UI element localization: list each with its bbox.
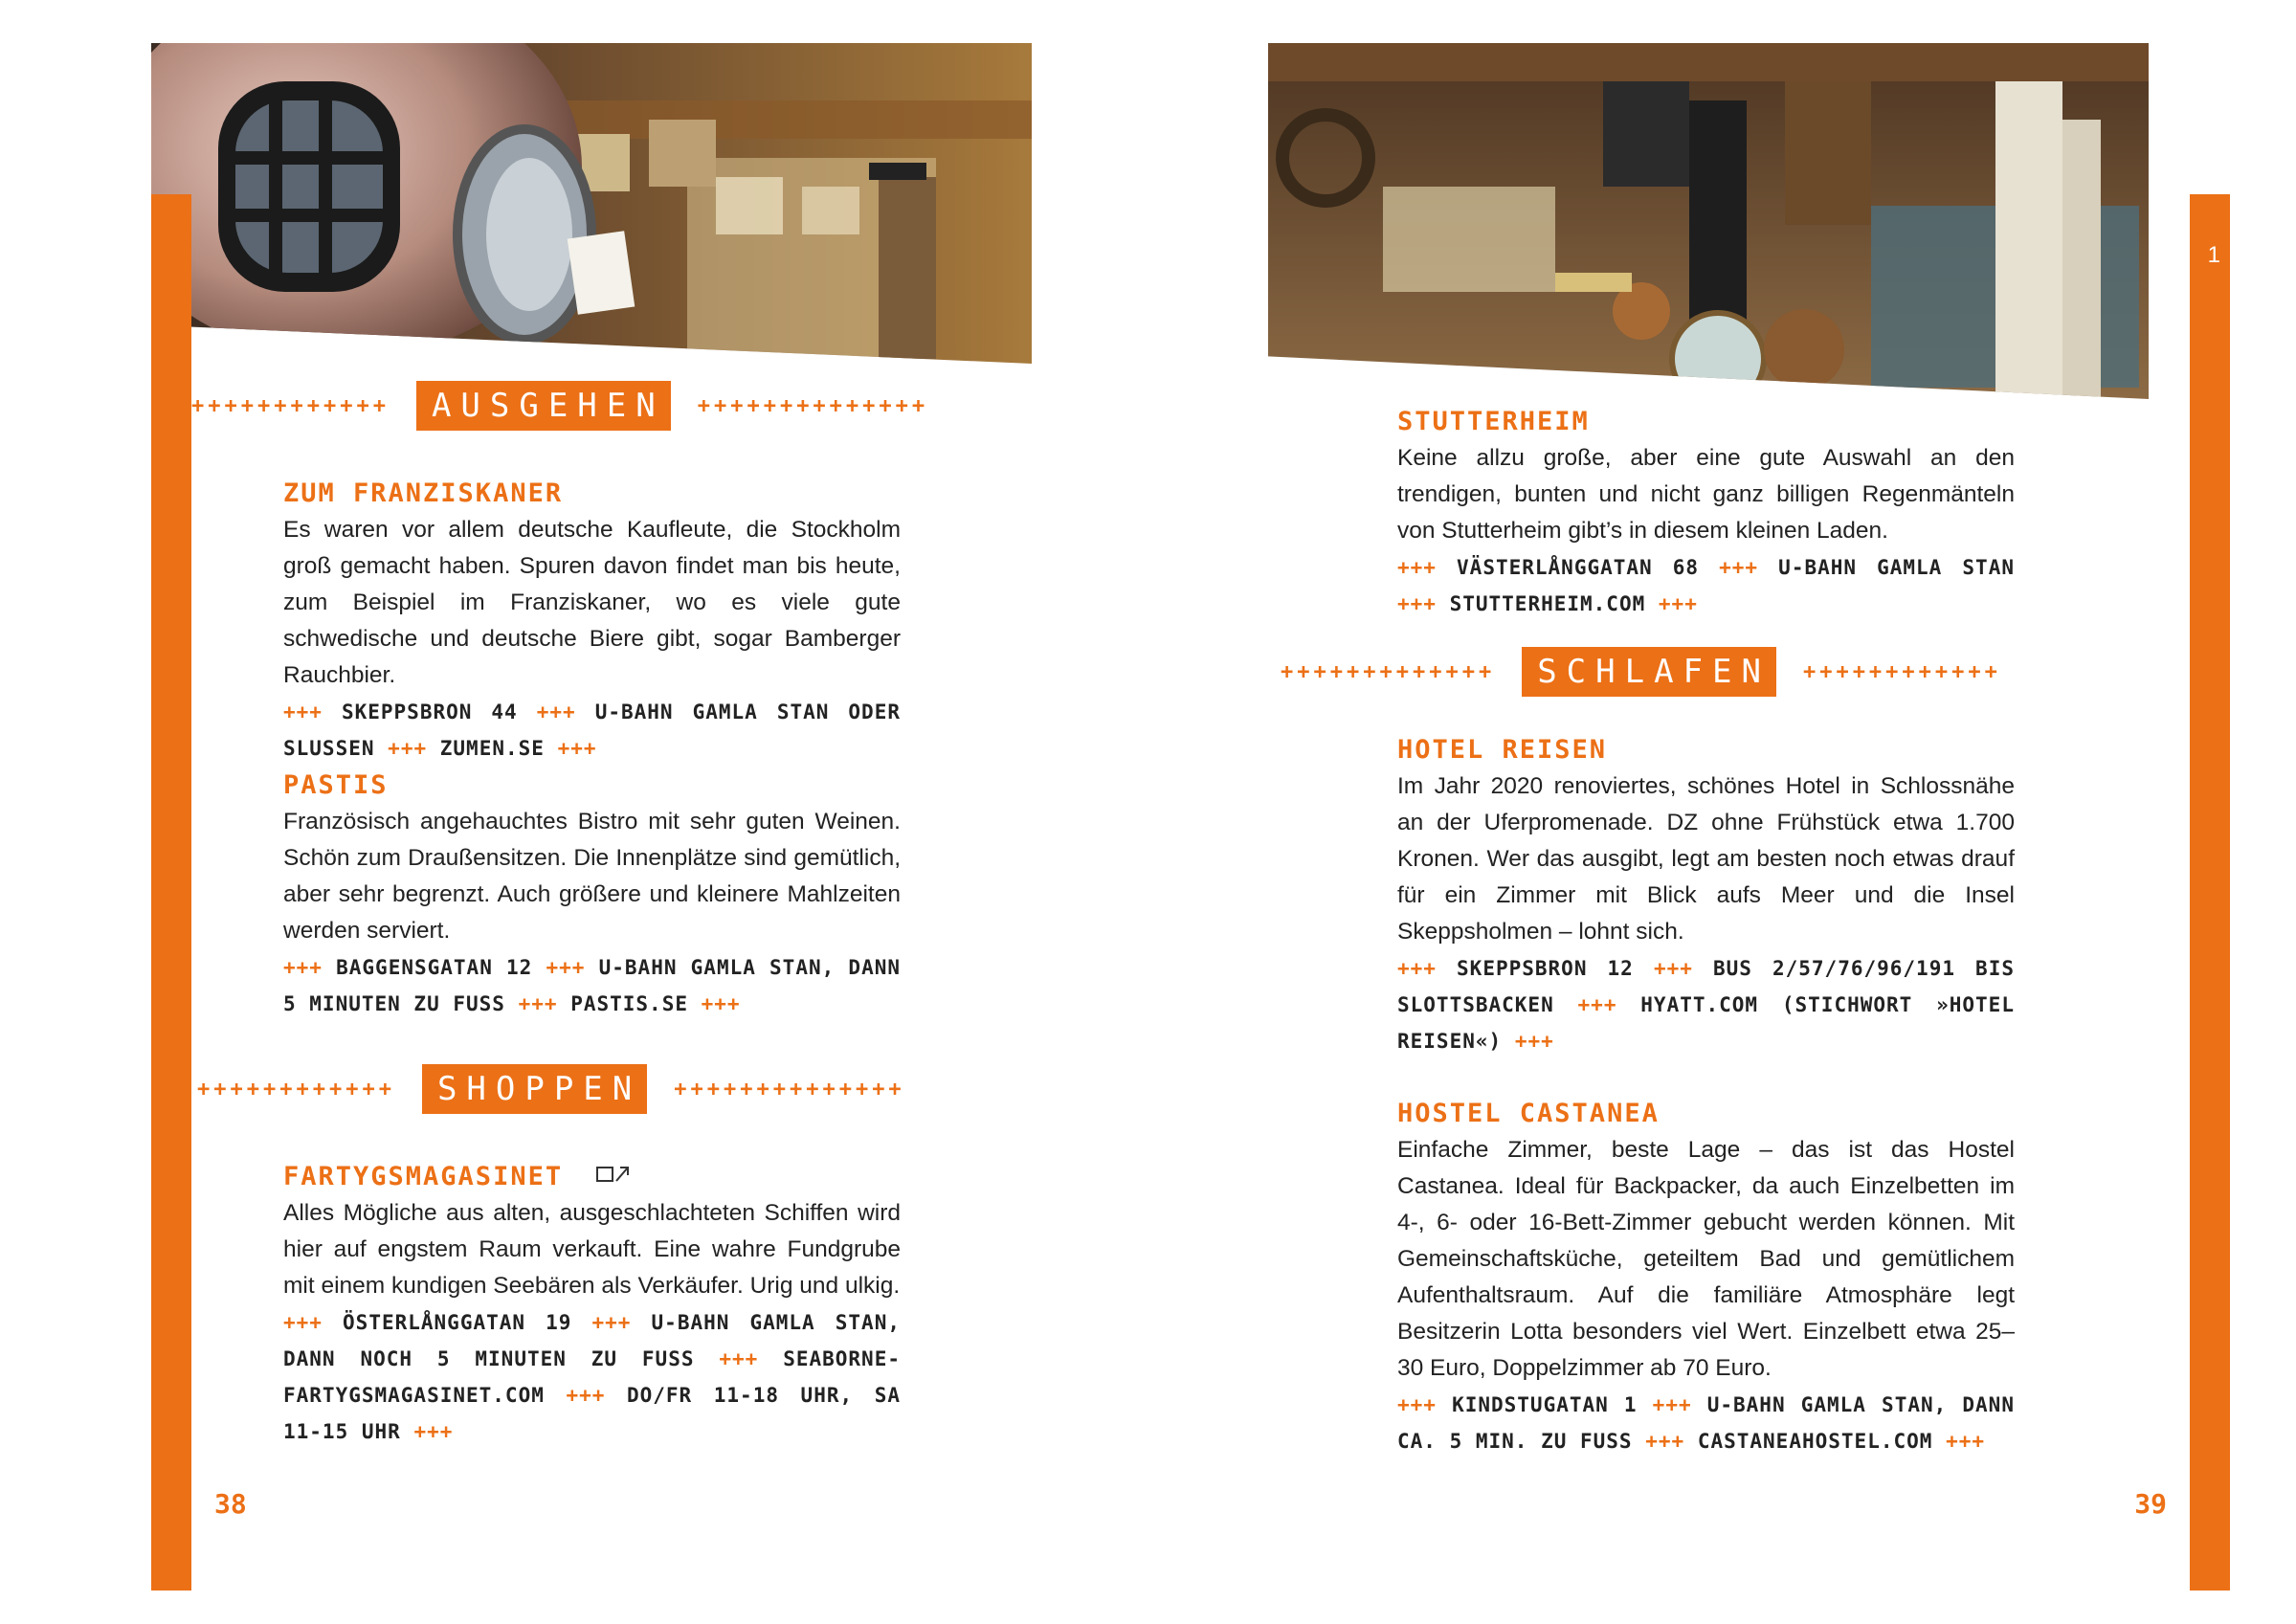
entry-info bbox=[1397, 1387, 2015, 1459]
plus-decoration: ++++++++++++++ bbox=[674, 1077, 905, 1101]
info-item: KINDSTUGATAN 1 bbox=[1452, 1393, 1638, 1416]
info-separator: +++ bbox=[1658, 592, 1698, 615]
info-separator: +++ bbox=[388, 737, 428, 760]
info-separator: +++ bbox=[1719, 556, 1759, 579]
info-separator: +++ bbox=[1514, 1030, 1554, 1053]
info-item: HYATT.COM (STICHWORT »HOTEL REISEN«) bbox=[1397, 993, 2015, 1053]
info-item: CASTANEAHOSTEL.COM bbox=[1697, 1430, 1933, 1453]
info-separator: +++ bbox=[1397, 592, 1437, 615]
info-separator: +++ bbox=[1397, 1393, 1437, 1416]
entry-title: HOSTEL CASTANEA bbox=[1397, 1099, 1660, 1128]
entry-pastis bbox=[283, 768, 901, 1022]
entry-description: Alles Mögliche aus alten, ausgeschlachteten Schiffen wird hier auf engstem Raum verkauft. Eine wahre Fundgrube mit einem kundigen Seebären als Verkäufer. Urig und ulkig. bbox=[283, 1200, 901, 1299]
info-separator: +++ bbox=[546, 956, 586, 979]
left-page bbox=[151, 43, 1113, 1591]
section-divider-schlafen bbox=[1281, 644, 2001, 700]
entry-description: Im Jahr 2020 renoviertes, schönes Hotel in Schlossnähe an der Uferpromenade. DZ ohne Frühstück etwa 1.700 Kronen. Wer das ausgibt, legt am besten noch etwas drauf für ein Zimmer mit Blick aufs Meer und die Insel Skeppsholmen – lohnt sich. bbox=[1397, 773, 2015, 945]
info-separator: +++ bbox=[283, 956, 323, 979]
diving-helmet-photo bbox=[151, 43, 1032, 364]
entry-description: Französisch angehauchtes Bistro mit sehr guten Weinen. Schön zum Draußensitzen. Die Innenplätze sind gemütlich, aber sehr begrenzt. Auch größere und kleinere Mahlzeiten werden serviert. bbox=[283, 809, 901, 944]
entry-description: Einfache Zimmer, beste Lage – das ist das Hostel Castanea. Ideal für Backpacker, da auch Einzelbetten im 4-, 6- oder 16-Bett-Zimmer gebucht werden können. Mit Gemeinschaftsküche, geteiltem Bad und gemütlichem Aufenthaltsraum. Auf die familiäre Atmosphäre legt Besitzerin Lotta besonders viel Wert. Einzelbett etwa 25–30 Euro, Doppelzimmer ab 70 Euro. bbox=[1397, 1137, 2015, 1381]
plus-decoration: ++++++++++++++ bbox=[697, 393, 929, 418]
entry-zum-franziskaner bbox=[283, 476, 901, 767]
info-separator: +++ bbox=[518, 992, 558, 1015]
info-item: STUTTERHEIM.COM bbox=[1449, 592, 1646, 615]
plus-decoration: ++++++++++++ bbox=[1802, 659, 2001, 684]
entry-fartygsmagasinet bbox=[283, 1159, 901, 1450]
chapter-marker: 1 bbox=[2207, 242, 2220, 268]
info-separator: +++ bbox=[557, 737, 597, 760]
info-separator: +++ bbox=[283, 1311, 323, 1334]
entry-title: STUTTERHEIM bbox=[1397, 407, 1590, 436]
external-link-icon[interactable] bbox=[595, 1164, 634, 1190]
info-separator: +++ bbox=[566, 1384, 606, 1407]
info-item: DO/FR 11-18 UHR, SA 11-15 UHR bbox=[283, 1384, 901, 1443]
plus-decoration: ++++++++++++ bbox=[191, 393, 390, 418]
entry-info bbox=[283, 1304, 901, 1450]
entry-title: PASTIS bbox=[283, 770, 389, 800]
entry-hostel-castanea bbox=[1397, 1096, 2015, 1459]
info-item: U-BAHN GAMLA STAN, DANN NOCH 5 MINUTEN ZU FUSS bbox=[283, 1311, 901, 1370]
entry-stutterheim bbox=[1397, 404, 2015, 622]
info-separator: +++ bbox=[413, 1420, 454, 1443]
entry-title bbox=[283, 1159, 901, 1195]
info-item: U-BAHN GAMLA STAN bbox=[1778, 556, 2015, 579]
entry-info bbox=[283, 694, 901, 767]
entry-title-text: FARTYGSMAGASINET bbox=[283, 1162, 564, 1191]
info-item: BAGGENSGATAN 12 bbox=[336, 956, 533, 979]
entry-info bbox=[1397, 950, 2015, 1059]
info-separator: +++ bbox=[1946, 1430, 1985, 1453]
info-separator: +++ bbox=[1645, 1430, 1685, 1453]
plus-decoration: +++++++++++++ bbox=[1281, 659, 1496, 684]
info-item: U-BAHN GAMLA STAN ODER SLUSSEN bbox=[283, 701, 901, 760]
info-item: BUS 2/57/76/96/191 BIS SLOTTSBACKEN bbox=[1397, 957, 2015, 1016]
maritime-shop-photo bbox=[1268, 43, 2149, 399]
info-separator: +++ bbox=[701, 992, 741, 1015]
info-item: U-BAHN GAMLA STAN, DANN CA. 5 MIN. ZU FUSS bbox=[1397, 1393, 2015, 1453]
section-heading: SCHLAFEN bbox=[1522, 647, 1776, 697]
info-item: SEABORNE-FARTYGSMAGASINET.COM bbox=[283, 1347, 901, 1407]
entry-description: Es waren vor allem deutsche Kaufleute, die Stockholm groß gemacht haben. Spuren davon findet man bis heute, zum Beispiel im Franziskaner, wo es viele gute schwedische und deutsche Biere gibt, sogar Bamberger Rauchbier. bbox=[283, 517, 901, 688]
info-item: SKEPPSBRON 44 bbox=[341, 701, 518, 723]
info-item: U-BAHN GAMLA STAN, DANN 5 MINUTEN ZU FUSS bbox=[283, 956, 902, 1015]
info-item: SKEPPSBRON 12 bbox=[1457, 957, 1634, 980]
info-item: VÄSTERLÅNGGATAN 68 bbox=[1457, 556, 1700, 579]
info-separator: +++ bbox=[591, 1311, 632, 1334]
plus-decoration: ++++++++++++ bbox=[197, 1077, 395, 1101]
info-separator: +++ bbox=[1397, 957, 1437, 980]
info-item: PASTIS.SE bbox=[570, 992, 688, 1015]
info-item: ZUMEN.SE bbox=[439, 737, 545, 760]
entry-title: HOTEL REISEN bbox=[1397, 735, 1608, 765]
info-separator: +++ bbox=[1652, 1393, 1692, 1416]
entry-title: ZUM FRANZISKANER bbox=[283, 478, 564, 508]
section-heading: AUSGEHEN bbox=[416, 381, 671, 431]
info-separator: +++ bbox=[283, 701, 323, 723]
entry-info bbox=[283, 949, 901, 1022]
info-separator: +++ bbox=[1397, 556, 1437, 579]
right-page bbox=[1268, 43, 2230, 1591]
entry-description: Keine allzu große, aber eine gute Auswahl an den trendigen, bunten und nicht ganz billigen Regenmänteln von Stutterheim gibt’s in diesem kleinen Laden. bbox=[1397, 445, 2015, 544]
info-separator: +++ bbox=[719, 1347, 759, 1370]
section-divider-ausgehen bbox=[191, 378, 928, 434]
info-separator: +++ bbox=[1653, 957, 1693, 980]
orange-margin-bar bbox=[2190, 194, 2230, 1591]
orange-margin-bar bbox=[151, 194, 191, 1591]
section-heading: SHOPPEN bbox=[422, 1064, 647, 1114]
page-number: 39 bbox=[2134, 1488, 2167, 1520]
info-item: ÖSTERLÅNGGATAN 19 bbox=[343, 1311, 572, 1334]
info-separator: +++ bbox=[536, 701, 576, 723]
page-number: 38 bbox=[214, 1488, 247, 1520]
section-divider-shoppen bbox=[197, 1061, 905, 1117]
entry-info bbox=[1397, 549, 2015, 622]
entry-hotel-reisen bbox=[1397, 732, 2015, 1059]
info-separator: +++ bbox=[1577, 993, 1617, 1016]
